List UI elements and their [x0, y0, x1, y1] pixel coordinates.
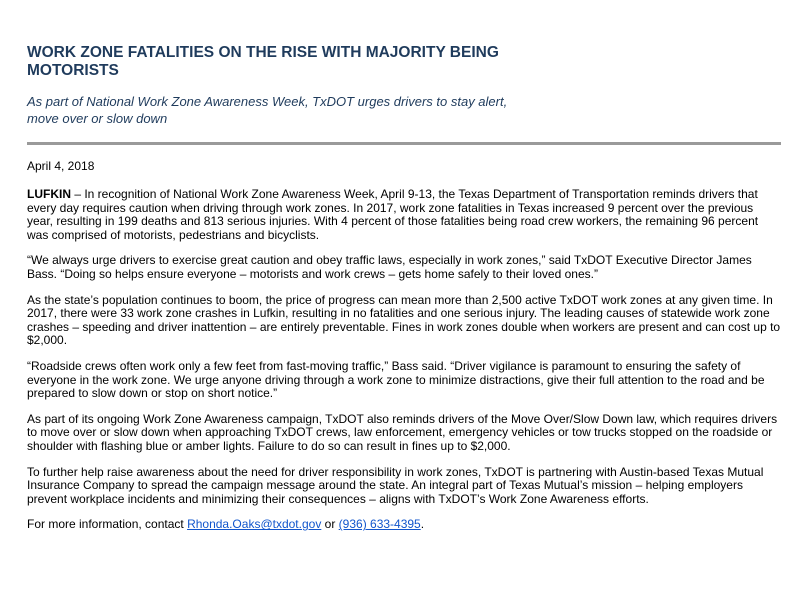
headline	[27, 44, 647, 80]
contact-joiner: or	[321, 517, 339, 532]
paragraph-3: As the state’s population continues to boom, the price of progress can mean more than 2,500 active TxDOT work zones at any given time. In 2017, there were 33 work zone crashes in Lufkin, resulting in no fatalities and one serious injury. The leading causes of statewide work zone crashes – speeding and driver inattention – are entirely preventable. Fines in work zones double when workers are present and can cost up to $2,000.	[27, 292, 781, 348]
paragraph-4: “Roadside crews often work only a few feet from fast-moving traffic,” Bass said. “Driver vigilance is paramount to ensuring the safety of everyone in the work zone. We urge anyone driving through a work zone to minimize distractions, give their full attention to the road and be prepared to slow down or stop on short notice.”	[27, 358, 765, 401]
paragraph-2: “We always urge drivers to exercise great caution and obey traffic laws, especially in work zones,” said TxDOT Executive Director James Bass. “Doing so helps ensure everyone – motorists and work crews – gets home safely to their loved ones.”	[27, 253, 752, 281]
paragraph-1	[27, 188, 781, 242]
paragraph-6: To further help raise awareness about the need for driver responsibility in work zones, TxDOT is partnering with Austin-based Texas Mutual Insurance Company to spread the campaign message around the state. An integral part of Texas Mutual’s mission – helping employers prevent workplace incidents and minimizing their consequences – aligns with TxDOT’s Work Zone Awareness efforts.	[27, 464, 764, 506]
paragraph-5: As part of its ongoing Work Zone Awareness campaign, TxDOT also reminds drivers of the Move Over/Slow Down law, which requires drivers to move over or slow down when approaching TxDOT crews, law enforcement, emergency vehicles or tow trucks stopped on the roadside or shoulder with flashing blue or amber lights. Failure to do so can result in fines up to $2,000.	[27, 411, 778, 453]
subheadline	[27, 93, 647, 127]
subheadline-line-1: As part of National Work Zone Awareness Week, TxDOT urges drivers to stay alert,	[27, 94, 508, 109]
contact-email-link[interactable]: Rhonda.Oaks@txdot.gov	[187, 517, 322, 532]
contact-suffix: .	[420, 517, 425, 532]
article-body	[27, 188, 781, 544]
headline-line-1: WORK ZONE FATALITIES ON THE RISE WITH MAJORITY BEING	[27, 44, 499, 61]
headline-line-2: MOTORISTS	[27, 62, 119, 79]
dateline: LUFKIN	[27, 187, 71, 201]
divider-rule	[27, 142, 781, 145]
contact-phone-link[interactable]: (936) 633-4395	[338, 517, 421, 532]
release-date: April 4, 2018	[27, 159, 95, 173]
contact-line	[27, 518, 781, 532]
contact-prefix: For more information, contact	[27, 517, 188, 532]
paragraph-1-text: – In recognition of National Work Zone Awareness Week, April 9-13, the Texas Department of Transportation reminds drivers that every day requires caution when driving through work zones. In 2017, work zone fatalities in Texas increased 9 percent over the previous year, resulting in 199 deaths and 813 serious injuries. With 4 percent of those fatalities being road crew workers, the remaining 96 percent was comprised of motorists, pedestrians and bicyclists.	[27, 187, 759, 242]
subheadline-line-2: move over or slow down	[27, 111, 168, 126]
